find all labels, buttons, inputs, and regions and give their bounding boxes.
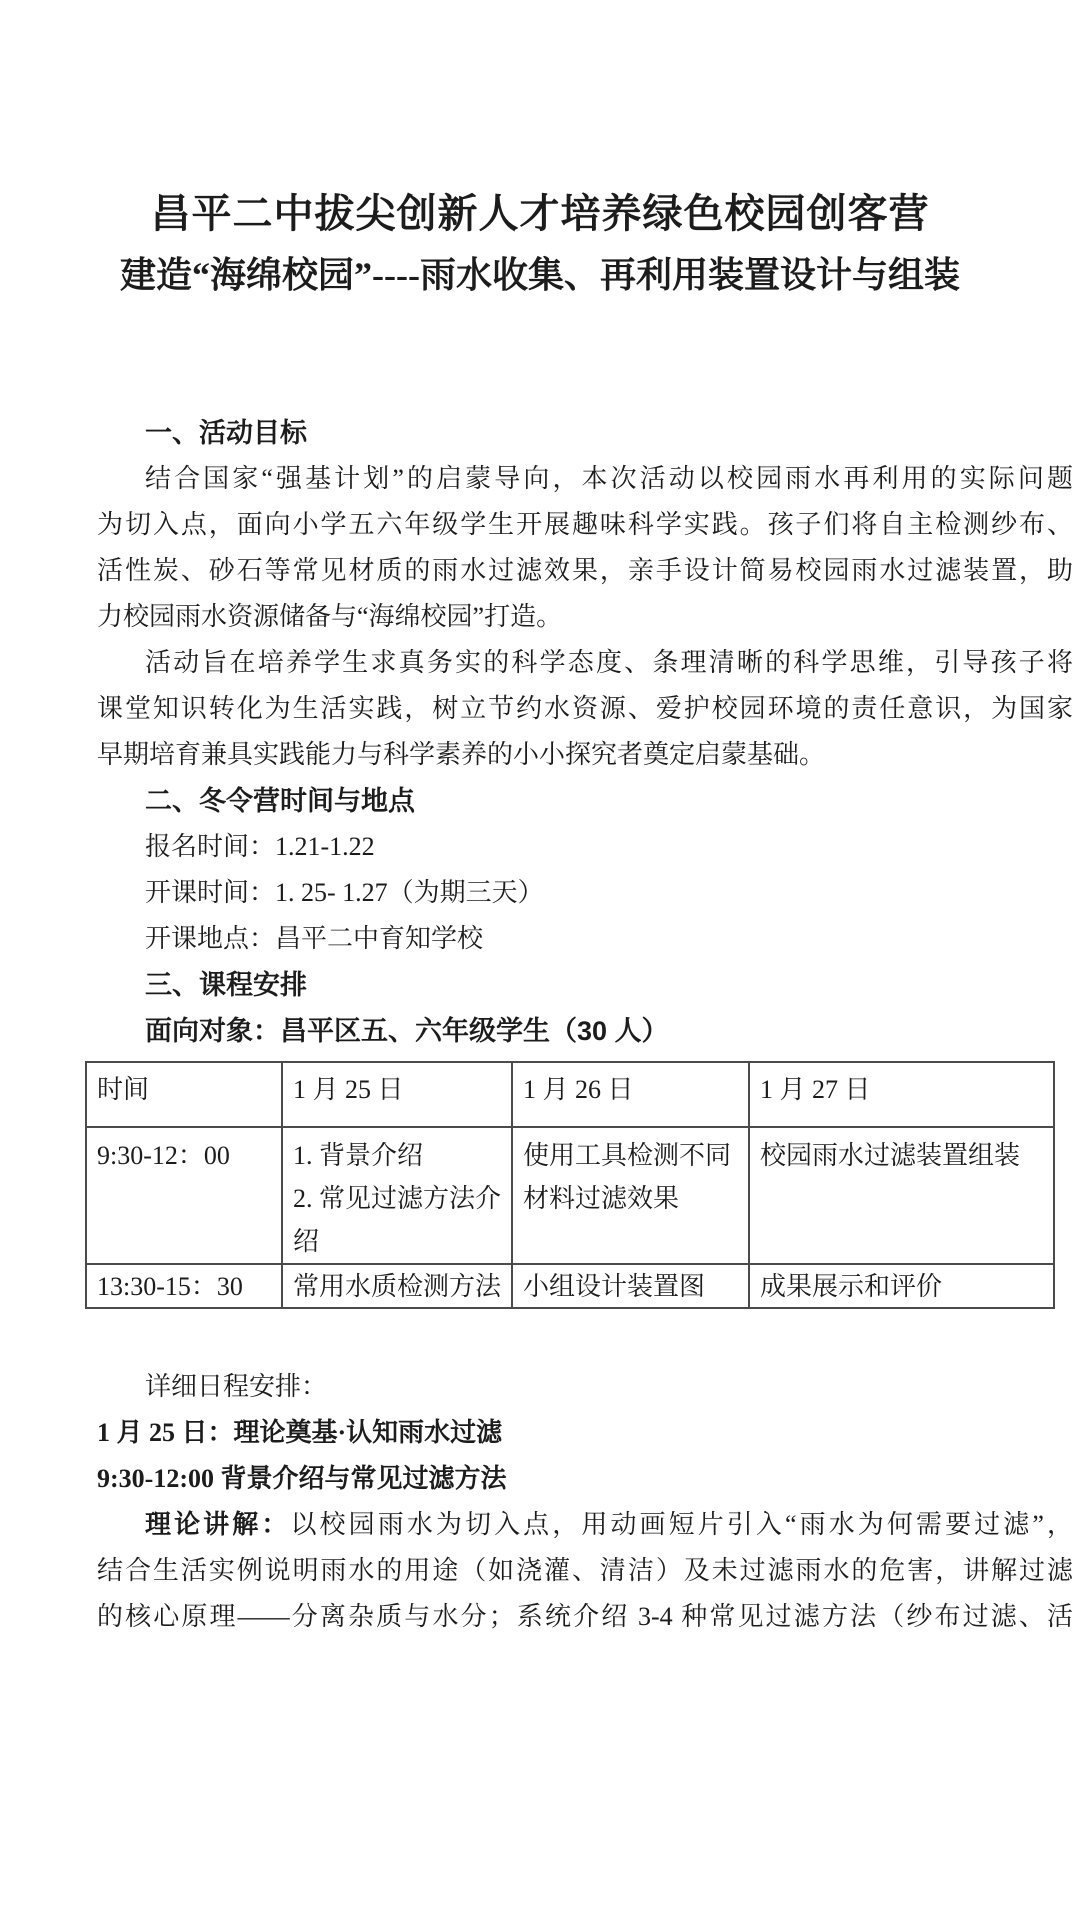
- signup-time-line: 报名时间：1.21-1.22: [145, 832, 375, 861]
- lecture-line-2: 结合生活实例说明雨水的用途（如浇灌、清洁）及未过滤雨水的危害，讲解过滤: [97, 1556, 1073, 1585]
- section-1-heading: 一、活动目标: [145, 418, 307, 448]
- cell-afternoon-jan25: 常用水质检测方法: [282, 1264, 512, 1308]
- schedule-header-row: [86, 1062, 1054, 1127]
- cell-morning-jan25-line-3: 绍: [293, 1227, 320, 1256]
- paragraph-1-line-2: 为切入点，面向小学五六年级学生开展趣味科学实践。孩子们将自主检测纱布、: [97, 510, 1073, 539]
- cell-morning-jan27: 校园雨水过滤装置组装: [749, 1127, 1054, 1264]
- lecture-line-3: 的核心原理——分离杂质与水分；系统介绍 3-4 种常见过滤方法（纱布过滤、活: [97, 1602, 1073, 1631]
- cell-morning-jan25-line-2: 2. 常见过滤方法介: [293, 1184, 502, 1213]
- schedule-row-morning: [86, 1127, 1054, 1264]
- detail-day-heading: 1 月 25 日：理论奠基·认知雨水过滤: [97, 1418, 503, 1447]
- document-title: 昌平二中拔尖创新人才培养绿色校园创客营: [150, 191, 930, 236]
- cell-morning-time: 9:30-12：00: [86, 1127, 282, 1264]
- cell-morning-jan25-line-1: 1. 背景介绍: [293, 1141, 424, 1170]
- paragraph-2-line-1: 活动旨在培养学生求真务实的科学态度、条理清晰的科学思维，引导孩子将: [145, 648, 1073, 677]
- section-3-heading: 三、课程安排: [145, 970, 307, 1000]
- paragraph-1-line-1: 结合国家“强基计划”的启蒙导向，本次活动以校园雨水再利用的实际问题: [145, 464, 1073, 493]
- header-cell-jan25: 1 月 25 日: [282, 1062, 512, 1127]
- lecture-label: 理论讲解：: [145, 1510, 291, 1539]
- cell-morning-jan26-line-2: 材料过滤效果: [523, 1184, 680, 1213]
- document-body: [97, 410, 1073, 1054]
- cell-afternoon-jan27: 成果展示和评价: [749, 1264, 1054, 1308]
- schedule-row-afternoon: [86, 1264, 1054, 1308]
- class-place-line: 开课地点：昌平二中育知学校: [145, 924, 484, 953]
- cell-morning-jan26: [512, 1127, 749, 1264]
- paragraph-1-line-3: 活性炭、砂石等常见材质的雨水过滤效果，亲手设计简易校园雨水过滤装置，助: [97, 556, 1073, 585]
- header-cell-jan26: 1 月 26 日: [512, 1062, 749, 1127]
- header-cell-jan27: 1 月 27 日: [749, 1062, 1054, 1127]
- paragraph-2-line-3: 早期培育兼具实践能力与科学素养的小小探究者奠定启蒙基础。: [97, 740, 826, 769]
- schedule-table: [85, 1061, 1055, 1309]
- detail-schedule: [97, 1364, 1073, 1640]
- audience-line: 面向对象：昌平区五、六年级学生（30 人）: [145, 1016, 669, 1046]
- cell-morning-jan26-line-1: 使用工具检测不同: [523, 1141, 732, 1170]
- lecture-line-1: [97, 1502, 1073, 1548]
- section-2-heading: 二、冬令营时间与地点: [145, 786, 415, 816]
- detail-session-heading: 9:30-12:00 背景介绍与常见过滤方法: [97, 1464, 507, 1493]
- header-cell-time: 时间: [86, 1062, 282, 1127]
- detail-intro-line: 详细日程安排：: [145, 1372, 328, 1401]
- paragraph-1-line-4: 力校园雨水资源储备与“海绵校园”打造。: [97, 602, 563, 631]
- cell-afternoon-jan26: 小组设计装置图: [512, 1264, 749, 1308]
- paragraph-2-line-2: 课堂知识转化为生活实践，树立节约水资源、爱护校园环境的责任意识，为国家: [97, 694, 1073, 723]
- document-subtitle: 建造“海绵校园”----雨水收集、再利用装置设计与组装: [120, 255, 960, 295]
- cell-afternoon-time: 13:30-15：30: [86, 1264, 282, 1308]
- class-time-line: 开课时间：1. 25- 1.27（为期三天）: [145, 878, 544, 907]
- lecture-text-1: 以校园雨水为切入点，用动画短片引入“雨水为何需要过滤”，: [290, 1510, 1073, 1539]
- cell-morning-jan25: [282, 1127, 512, 1264]
